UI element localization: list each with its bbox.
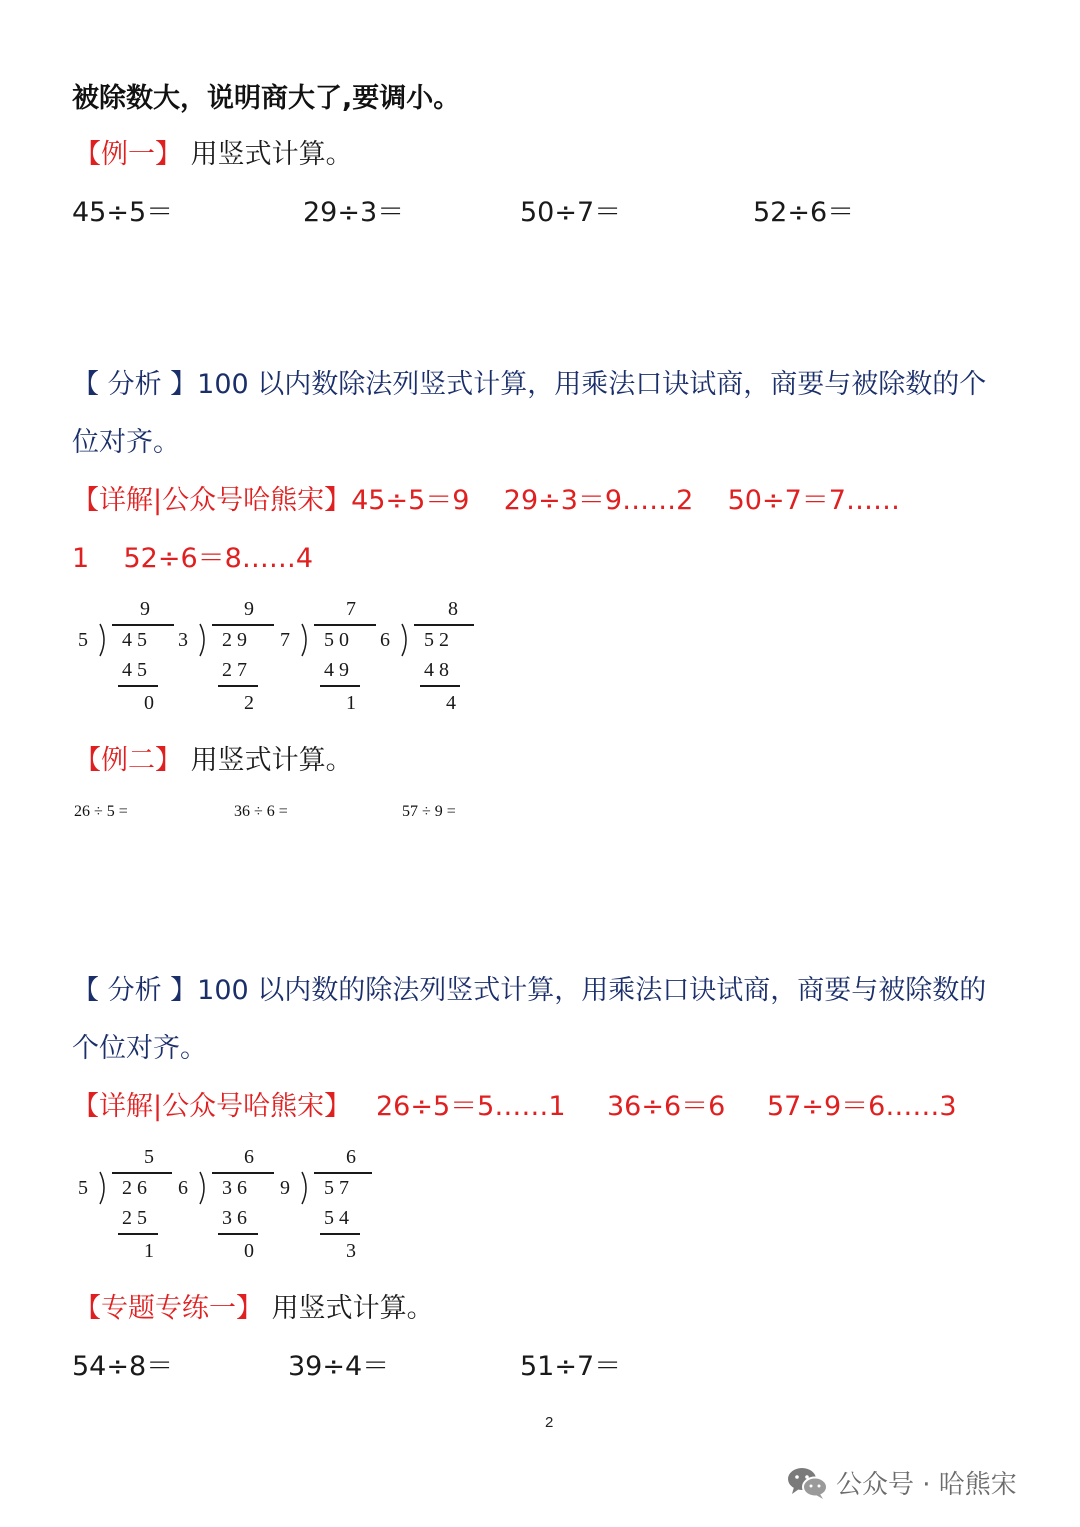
example1-instruction: 用竖式计算。 (190, 139, 353, 170)
long-division (380, 598, 500, 718)
practice1-problem-1: 54÷8＝ (72, 1351, 174, 1382)
remainder: 0 (244, 1240, 254, 1262)
product: 4 8 (424, 659, 449, 681)
dividend: 3 6 (222, 1177, 247, 1199)
quotient: 7 (346, 598, 356, 620)
practice1-instruction: 用竖式计算。 (271, 1293, 434, 1324)
divisor: 6 (380, 629, 390, 651)
divisor: 7 (280, 629, 290, 651)
example1-problem-3: 50÷7＝ (520, 197, 622, 228)
example1-detail-line1: 【详解|公众号哈熊宋】45÷5＝9 29÷3＝9……2 50÷7＝7…… (72, 485, 900, 516)
example2-analysis-line1: 【 分析 】100 以内数的除法列竖式计算，用乘法口诀试商，商要与被除数的 (72, 975, 987, 1006)
wechat-icon (786, 1465, 828, 1501)
subtraction-bar (118, 1233, 158, 1235)
product: 5 4 (324, 1207, 349, 1229)
quotient: 8 (448, 598, 458, 620)
divisor: 5 (78, 1177, 88, 1199)
example1-detail-line2: 1 52÷6＝8……4 (72, 543, 314, 574)
example1-problem-4: 52÷6＝ (753, 197, 855, 228)
division-bracket (300, 624, 310, 658)
watermark (786, 1464, 1017, 1501)
subtraction-bar (218, 1233, 258, 1235)
division-bar (414, 624, 474, 626)
example2-problem-1: 26 ÷ 5 = (74, 803, 128, 820)
practice1-problem-3: 51÷7＝ (520, 1351, 622, 1382)
example2-detail-answer-2: 36÷6＝6 (607, 1091, 726, 1122)
example2-detail-label: 【详解|公众号哈熊宋】 (72, 1091, 352, 1122)
example2-instruction: 用竖式计算。 (190, 745, 353, 776)
subtraction-bar (218, 685, 258, 687)
example1-label: 【例一】 (74, 139, 182, 170)
division-bracket (198, 1172, 208, 1206)
division-bar (112, 624, 174, 626)
example2-detail-answer-3: 57÷9＝6……3 (767, 1091, 957, 1122)
quotient: 9 (244, 598, 254, 620)
divisor: 3 (178, 629, 188, 651)
remainder: 2 (244, 692, 254, 714)
division-bar (314, 624, 376, 626)
practice1-title (74, 1286, 434, 1325)
quotient: 6 (346, 1146, 356, 1168)
divisor: 5 (78, 629, 88, 651)
dividend: 5 7 (324, 1177, 349, 1199)
product: 4 9 (324, 659, 349, 681)
example2-analysis-line2: 个位对齐。 (72, 1033, 207, 1064)
division-bar (112, 1172, 172, 1174)
remainder: 4 (446, 692, 456, 714)
example1-problem-2: 29÷3＝ (303, 197, 405, 228)
product: 2 5 (122, 1207, 147, 1229)
remainder: 1 (346, 692, 356, 714)
division-bracket (98, 1172, 108, 1206)
example2-problem-2: 36 ÷ 6 = (234, 803, 288, 820)
page-number: 2 (545, 1414, 554, 1431)
division-bracket (300, 1172, 310, 1206)
subtraction-bar (420, 685, 460, 687)
division-bar (314, 1172, 372, 1174)
watermark-text: 公众号 · 哈熊宋 (836, 1470, 1017, 1500)
example1-title (74, 132, 353, 171)
dividend: 5 2 (424, 629, 449, 651)
divisor: 6 (178, 1177, 188, 1199)
quotient: 6 (244, 1146, 254, 1168)
subtraction-bar (320, 685, 360, 687)
division-bar (212, 1172, 274, 1174)
practice1-label: 【专题专练一】 (74, 1293, 263, 1324)
remainder: 1 (144, 1240, 154, 1262)
example2-problem-3: 57 ÷ 9 = (402, 803, 456, 820)
example1-analysis-line2: 位对齐。 (72, 427, 180, 458)
quotient: 5 (144, 1146, 154, 1168)
quotient: 9 (140, 598, 150, 620)
division-bracket (198, 624, 208, 658)
example1-analysis-line1: 【 分析 】100 以内数除法列竖式计算，用乘法口诀试商，商要与被除数的个 (72, 369, 987, 400)
example2-title (74, 738, 353, 777)
example2-label: 【例二】 (74, 745, 182, 776)
section-heading: 被除数大，说明商大了,要调小。 (72, 83, 461, 114)
division-bracket (400, 624, 410, 658)
practice1-problem-2: 39÷4＝ (288, 1351, 390, 1382)
dividend: 4 5 (122, 629, 147, 651)
remainder: 3 (346, 1240, 356, 1262)
division-bar (212, 624, 274, 626)
dividend: 2 6 (122, 1177, 147, 1199)
remainder: 0 (144, 692, 154, 714)
product: 4 5 (122, 659, 147, 681)
subtraction-bar (320, 1233, 360, 1235)
example1-problem-1: 45÷5＝ (72, 197, 174, 228)
divisor: 9 (280, 1177, 290, 1199)
dividend: 5 0 (324, 629, 349, 651)
example2-detail-answer-1: 26÷5＝5……1 (376, 1091, 566, 1122)
subtraction-bar (118, 685, 158, 687)
division-bracket (98, 624, 108, 658)
product: 3 6 (222, 1207, 247, 1229)
long-division (280, 1146, 400, 1266)
dividend: 2 9 (222, 629, 247, 651)
product: 2 7 (222, 659, 247, 681)
